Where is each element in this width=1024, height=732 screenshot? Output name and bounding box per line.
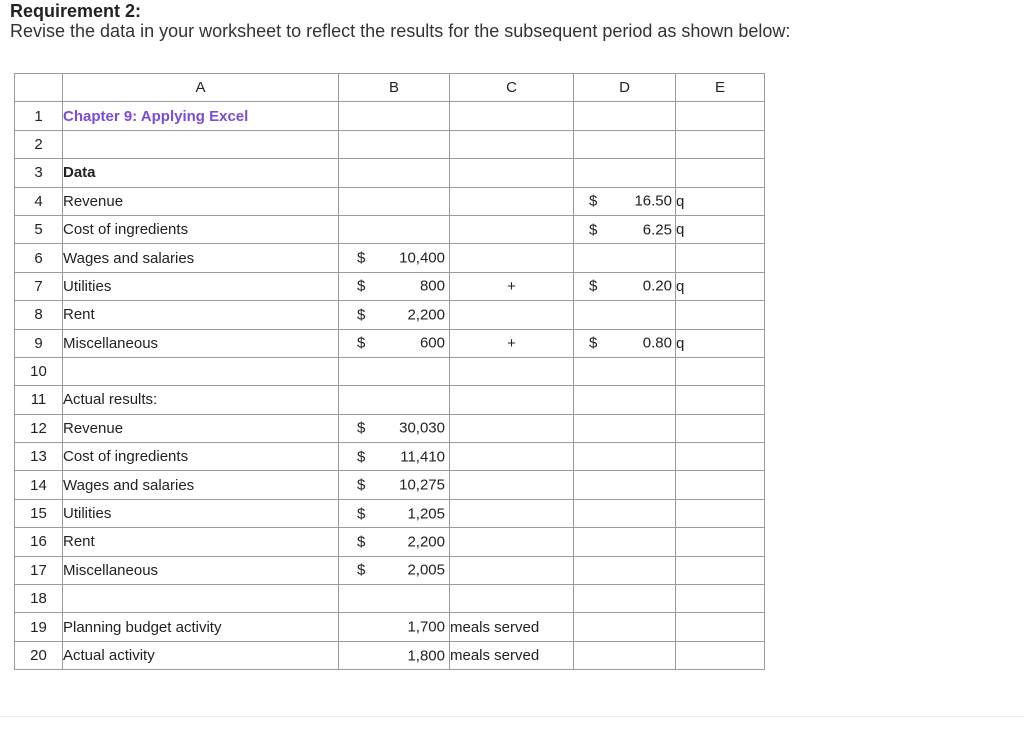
cell-b[interactable] [339, 301, 450, 329]
cell-d[interactable] [574, 585, 676, 613]
cell-c[interactable] [450, 585, 574, 613]
cell-a[interactable]: Revenue [63, 414, 339, 442]
cell-value: 2,005 [407, 561, 445, 579]
cell-d[interactable] [574, 443, 676, 471]
cell-a[interactable]: Utilities [63, 499, 339, 527]
column-header-e[interactable]: E [676, 74, 765, 102]
corner-cell[interactable] [15, 74, 63, 102]
cell-a[interactable]: Planning budget activity [63, 613, 339, 641]
cell-b[interactable] [339, 244, 450, 272]
cell-d[interactable] [574, 272, 676, 300]
cell-e[interactable]: q [676, 187, 765, 215]
row-number[interactable]: 19 [15, 613, 63, 641]
row-number[interactable]: 14 [15, 471, 63, 499]
currency-symbol: $ [589, 192, 598, 210]
cell-b[interactable] [339, 215, 450, 243]
cell-b[interactable] [339, 471, 450, 499]
cell-a[interactable]: Actual activity [63, 641, 339, 669]
cell-a[interactable]: Revenue [63, 187, 339, 215]
table-row [15, 244, 765, 272]
cell-c[interactable] [450, 499, 574, 527]
cell-b[interactable] [339, 443, 450, 471]
cell-value: 600 [419, 334, 445, 352]
table-row [15, 272, 765, 300]
table-row [15, 414, 765, 442]
cell-c[interactable] [450, 556, 574, 584]
cell-c[interactable]: + [450, 329, 574, 357]
table-row [15, 585, 765, 613]
table-row [15, 556, 765, 584]
row-number[interactable]: 2 [15, 130, 63, 158]
cell-e[interactable] [676, 556, 765, 584]
cell-d[interactable] [574, 301, 676, 329]
currency-symbol: $ [357, 419, 366, 437]
cell-value: 10,275 [399, 476, 445, 494]
cell-c[interactable] [450, 443, 574, 471]
cell-b[interactable] [339, 414, 450, 442]
currency-symbol: $ [357, 448, 366, 466]
cell-b[interactable] [339, 272, 450, 300]
cell-a[interactable]: Wages and salaries [63, 244, 339, 272]
cell-value: 1,800 [407, 647, 445, 664]
cell-d[interactable] [574, 499, 676, 527]
cell-d[interactable] [574, 102, 676, 130]
cell-c[interactable] [450, 357, 574, 385]
divider [0, 716, 1024, 717]
cell-c[interactable] [450, 130, 574, 158]
cell-e[interactable] [676, 130, 765, 158]
cell-d[interactable] [574, 244, 676, 272]
column-header-b[interactable]: B [339, 74, 450, 102]
table-row [15, 471, 765, 499]
row-number[interactable]: 11 [15, 386, 63, 414]
currency-symbol: $ [589, 277, 598, 295]
cell-e[interactable] [676, 414, 765, 442]
cell-c[interactable] [450, 301, 574, 329]
cell-value: 1,700 [407, 618, 445, 636]
cell-d[interactable] [574, 613, 676, 641]
cell-e[interactable] [676, 301, 765, 329]
cell-d[interactable] [574, 386, 676, 414]
cell-b[interactable] [339, 613, 450, 641]
cell-e[interactable] [676, 528, 765, 556]
cell-e[interactable] [676, 499, 765, 527]
currency-symbol: $ [589, 334, 598, 352]
cell-b[interactable] [339, 641, 450, 669]
cell-b[interactable] [339, 130, 450, 158]
cell-d[interactable] [574, 187, 676, 215]
table-row [15, 641, 765, 669]
cell-a[interactable]: Cost of ingredients [63, 215, 339, 243]
cell-b[interactable] [339, 102, 450, 130]
table-row [15, 357, 765, 385]
row-number[interactable]: 6 [15, 244, 63, 272]
requirement-description: Revise the data in your worksheet to reflect the results for the subsequent period as shown below: [10, 21, 791, 41]
cell-c[interactable] [450, 102, 574, 130]
worksheet-table [14, 73, 765, 670]
cell-d[interactable] [574, 357, 676, 385]
cell-a[interactable]: Wages and salaries [63, 471, 339, 499]
cell-a[interactable] [63, 357, 339, 385]
row-number[interactable]: 3 [15, 159, 63, 187]
cell-e[interactable] [676, 159, 765, 187]
cell-e[interactable] [676, 613, 765, 641]
row-number[interactable]: 17 [15, 556, 63, 584]
cell-a[interactable]: Actual results: [63, 386, 339, 414]
cell-b[interactable] [339, 528, 450, 556]
cell-e[interactable] [676, 386, 765, 414]
table-row [15, 613, 765, 641]
currency-symbol: $ [357, 476, 366, 494]
cell-d[interactable] [574, 471, 676, 499]
cell-b[interactable] [339, 386, 450, 414]
cell-c[interactable] [450, 528, 574, 556]
cell-d[interactable] [574, 414, 676, 442]
cell-a[interactable]: Rent [63, 301, 339, 329]
currency-symbol: $ [357, 306, 366, 324]
cell-e[interactable] [676, 641, 765, 669]
cell-d[interactable] [574, 528, 676, 556]
cell-value: 6.25 [642, 221, 672, 239]
cell-d[interactable] [574, 130, 676, 158]
cell-d[interactable] [574, 159, 676, 187]
row-number[interactable]: 8 [15, 301, 63, 329]
cell-value: 2,200 [407, 533, 445, 551]
cell-e[interactable] [676, 102, 765, 130]
cell-value: 1,205 [407, 505, 445, 523]
cell-value: 2,200 [407, 306, 445, 324]
cell-c[interactable] [450, 414, 574, 442]
row-number[interactable]: 1 [15, 102, 63, 130]
table-row [15, 301, 765, 329]
cell-a[interactable]: Cost of ingredients [63, 443, 339, 471]
cell-a[interactable] [63, 585, 339, 613]
cell-value: 0.80 [642, 334, 672, 352]
cell-value: 0.20 [642, 277, 672, 295]
row-number[interactable]: 10 [15, 357, 63, 385]
row-number[interactable]: 15 [15, 499, 63, 527]
cell-c[interactable]: + [450, 272, 574, 300]
column-header-c[interactable]: C [450, 74, 574, 102]
cell-c[interactable] [450, 159, 574, 187]
cell-value: 16.50 [634, 192, 672, 210]
cell-value: 30,030 [399, 419, 445, 437]
row-number[interactable]: 18 [15, 585, 63, 613]
cell-d[interactable] [574, 641, 676, 669]
column-header-row [15, 74, 765, 102]
row-number[interactable]: 5 [15, 215, 63, 243]
cell-e[interactable]: q [676, 329, 765, 357]
row-number[interactable]: 20 [15, 641, 63, 669]
cell-e[interactable]: q [676, 272, 765, 300]
cell-c[interactable] [450, 244, 574, 272]
cell-a[interactable]: Data [63, 159, 339, 187]
cell-a[interactable]: Miscellaneous [63, 329, 339, 357]
cell-c[interactable] [450, 187, 574, 215]
cell-b[interactable] [339, 556, 450, 584]
column-header-d[interactable]: D [574, 74, 676, 102]
cell-b[interactable] [339, 357, 450, 385]
cell-value: 11,410 [400, 448, 445, 466]
cell-e[interactable] [676, 585, 765, 613]
cell-e[interactable] [676, 443, 765, 471]
cell-c[interactable]: meals served [450, 641, 574, 669]
row-number[interactable]: 13 [15, 443, 63, 471]
row-number[interactable]: 4 [15, 187, 63, 215]
cell-a[interactable]: Chapter 9: Applying Excel [63, 102, 339, 130]
table-row [15, 187, 765, 215]
cell-b[interactable] [339, 187, 450, 215]
currency-symbol: $ [589, 221, 598, 239]
cell-e[interactable] [676, 471, 765, 499]
currency-symbol: $ [357, 277, 366, 295]
cell-b[interactable] [339, 159, 450, 187]
table-row [15, 443, 765, 471]
cell-a[interactable]: Miscellaneous [63, 556, 339, 584]
cell-value: 10,400 [399, 249, 445, 267]
cell-b[interactable] [339, 499, 450, 527]
table-row [15, 386, 765, 414]
table-row [15, 528, 765, 556]
cell-b[interactable] [339, 329, 450, 357]
table-row [15, 102, 765, 130]
table-row [15, 159, 765, 187]
requirement-title: Requirement 2: [10, 1, 142, 21]
cell-d[interactable] [574, 215, 676, 243]
cell-c[interactable] [450, 215, 574, 243]
table-row [15, 499, 765, 527]
row-number[interactable]: 9 [15, 329, 63, 357]
cell-e[interactable] [676, 244, 765, 272]
table-row [15, 215, 765, 243]
currency-symbol: $ [357, 561, 366, 579]
column-header-a[interactable]: A [63, 74, 339, 102]
cell-a[interactable] [63, 130, 339, 158]
currency-symbol: $ [357, 249, 366, 267]
currency-symbol: $ [357, 533, 366, 551]
currency-symbol: $ [357, 505, 366, 523]
cell-a[interactable]: Rent [63, 528, 339, 556]
cell-e[interactable]: q [676, 215, 765, 243]
cell-c[interactable] [450, 386, 574, 414]
table-row [15, 130, 765, 158]
cell-c[interactable]: meals served [450, 613, 574, 641]
cell-d[interactable] [574, 556, 676, 584]
cell-a[interactable]: Utilities [63, 272, 339, 300]
cell-value: 800 [419, 277, 445, 295]
cell-b[interactable] [339, 585, 450, 613]
cell-d[interactable] [574, 329, 676, 357]
currency-symbol: $ [357, 334, 366, 352]
row-number[interactable]: 7 [15, 272, 63, 300]
table-row [15, 329, 765, 357]
row-number[interactable]: 16 [15, 528, 63, 556]
cell-c[interactable] [450, 471, 574, 499]
row-number[interactable]: 12 [15, 414, 63, 442]
cell-e[interactable] [676, 357, 765, 385]
